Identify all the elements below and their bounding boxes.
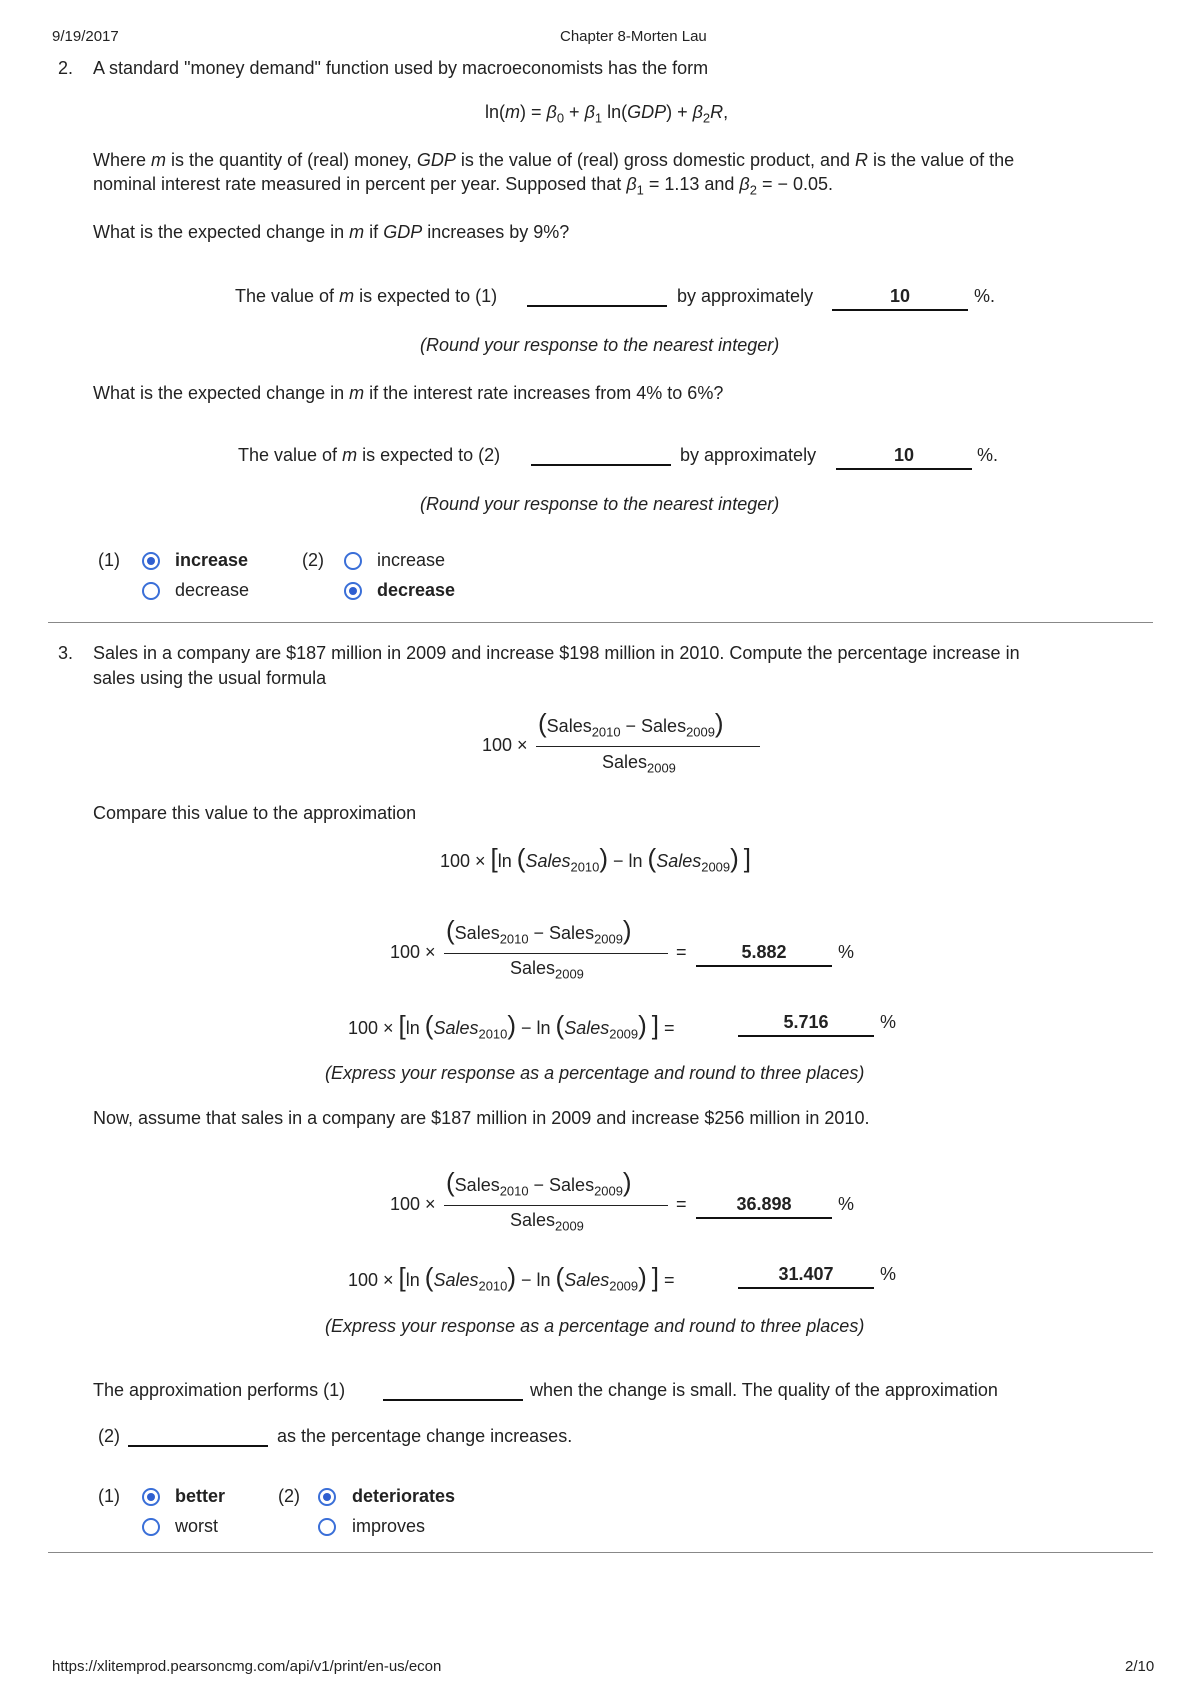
question-3-intro-line1: Sales in a company are $187 million in 2009 and increase $198 million in 2010. Compute the percentage increase in [93,643,1020,663]
q3-radio-deteriorates[interactable] [318,1488,336,1506]
question-3-number: 3. [58,643,74,663]
q3-option-deteriorates: deteriorates [352,1486,456,1506]
blank-a-direction[interactable] [527,305,667,307]
calc3-numerator: (Sales$_{2010}$ − Sales$_{2009}$) [446,1167,632,1199]
formula-numerator: (Sales$_{2010}$ − Sales$_{2009}$) [538,708,724,740]
calc1-percent: % [838,942,855,962]
line-b-prefix: The value of m is expected to (2) [238,445,501,465]
calc2-percent: % [880,1012,897,1032]
answer-percent-change-2[interactable]: 36.898 [696,1194,832,1219]
formula-denominator: Sales$_{2009}$ [602,752,676,776]
round-note-b: (Round your response to the nearest integer) [420,494,780,514]
q3-option-improves: improves [352,1516,426,1536]
calc2-formula: 100 × [ln (Sales$_{2010}$) − ln (Sales$_{2009}$) ] = [348,1010,675,1042]
q2-option-decrease-1: decrease [175,580,250,600]
blank-approx-quality[interactable] [128,1445,268,1447]
q3-radio-better[interactable] [142,1488,160,1506]
print-date: 9/19/2017 [52,28,119,45]
formula-hundred: 100 × [482,735,528,755]
blank-approx-performs[interactable] [383,1399,523,1401]
answer-log-approx-2[interactable]: 31.407 [738,1264,874,1289]
calc1-numerator: (Sales$_{2010}$ − Sales$_{2009}$) [446,915,632,947]
footer-page-number: 2/10 [1125,1658,1155,1675]
express-note-1: (Express your response as a percentage and round to three places) [325,1063,865,1083]
answer-a-field[interactable]: 10 [832,286,968,311]
approx-line1-b: when the change is small. The quality of the approximation [530,1380,998,1400]
question-2a-text: What is the expected change in m if GDP increases by 9%? [93,222,570,242]
q3-option-better: better [175,1486,226,1506]
calc3-fraction-bar [444,1205,668,1206]
calc3-denominator: Sales$_{2009}$ [510,1210,584,1234]
q2-radio-increase-2[interactable] [344,552,362,570]
question-3-intro-line2: sales using the usual formula [93,668,327,688]
q3-option-group2-label: (2) [278,1486,300,1506]
by-approx-b: by approximately [680,445,817,465]
calc3-equals: = [676,1194,687,1214]
line-a-prefix: The value of m is expected to (1) [235,286,498,306]
divider-1 [48,622,1153,623]
express-note-2: (Express your response as a percentage and round to three places) [325,1316,865,1336]
q2-option-increase-2: increase [377,550,446,570]
approx-line2-a: (2) [98,1426,120,1446]
approx-line2-b: as the percentage change increases. [277,1426,573,1446]
blank-b-direction[interactable] [531,464,671,466]
percent-b: %. [977,445,999,465]
question-2-intro: A standard "money demand" function used by macroeconomists has the form [93,58,709,78]
calc1-fraction-bar [444,953,668,954]
q2-option-decrease-2: decrease [377,580,456,600]
now-assume-text: Now, assume that sales in a company are $187 million in 2009 and increase $256 million in 2010. [93,1108,870,1128]
calc4-percent: % [880,1264,897,1284]
percent-a: %. [974,286,996,306]
q3-radio-worst[interactable] [142,1518,160,1536]
question-2-description-line1: Where m is the quantity of (real) money, GDP is the value of (real) gross domestic product, and R is the value of the [93,150,1015,170]
q2-radio-decrease-1[interactable] [142,582,160,600]
q2-radio-increase-1[interactable] [142,552,160,570]
approx-line1-a: The approximation performs (1) [93,1380,346,1400]
answer-percent-change-1[interactable]: 5.882 [696,942,832,967]
calc1-hundred: 100 × [390,942,436,962]
page-title: Chapter 8-Morten Lau [560,28,707,45]
q2-option-group2-label: (2) [302,550,324,570]
formula-fraction-bar [536,746,760,747]
question-2-number: 2. [58,58,74,78]
divider-2 [48,1552,1153,1553]
footer-url: https://xlitemprod.pearsoncmg.com/api/v1/print/en-us/econ [52,1658,442,1675]
calc3-percent: % [838,1194,855,1214]
answer-b-field[interactable]: 10 [836,445,972,470]
calc4-formula: 100 × [ln (Sales$_{2010}$) − ln (Sales$_{2009}$) ] = [348,1262,675,1294]
q2-radio-decrease-2[interactable] [344,582,362,600]
q2-option-increase-1: increase [175,550,249,570]
q2-option-group1-label: (1) [98,550,120,570]
calc1-equals: = [676,942,687,962]
answer-log-approx-1[interactable]: 5.716 [738,1012,874,1037]
compare-text: Compare this value to the approximation [93,803,417,823]
approx-formula: 100 × [ln (Sales$_{2010}$) − ln (Sales$_{2009}$) ] [440,843,751,875]
round-note-a: (Round your response to the nearest integer) [420,335,780,355]
q3-option-group1-label: (1) [98,1486,120,1506]
q3-option-worst: worst [175,1516,219,1536]
q3-radio-improves[interactable] [318,1518,336,1536]
money-demand-equation: $\ln(m) = \beta_0 + \beta_1$ $\ln(GDP) + \beta_2R$, [485,102,729,126]
calc3-hundred: 100 × [390,1194,436,1214]
question-2b-text: What is the expected change in m if the interest rate increases from 4% to 6%? [93,383,724,403]
by-approx-a: by approximately [677,286,814,306]
question-2-description-line2: nominal interest rate measured in percent per year. Supposed that $\beta_1 = 1.13$ and $\beta_2$ = − 0.05. [93,174,833,198]
calc1-denominator: Sales$_{2009}$ [510,958,584,982]
